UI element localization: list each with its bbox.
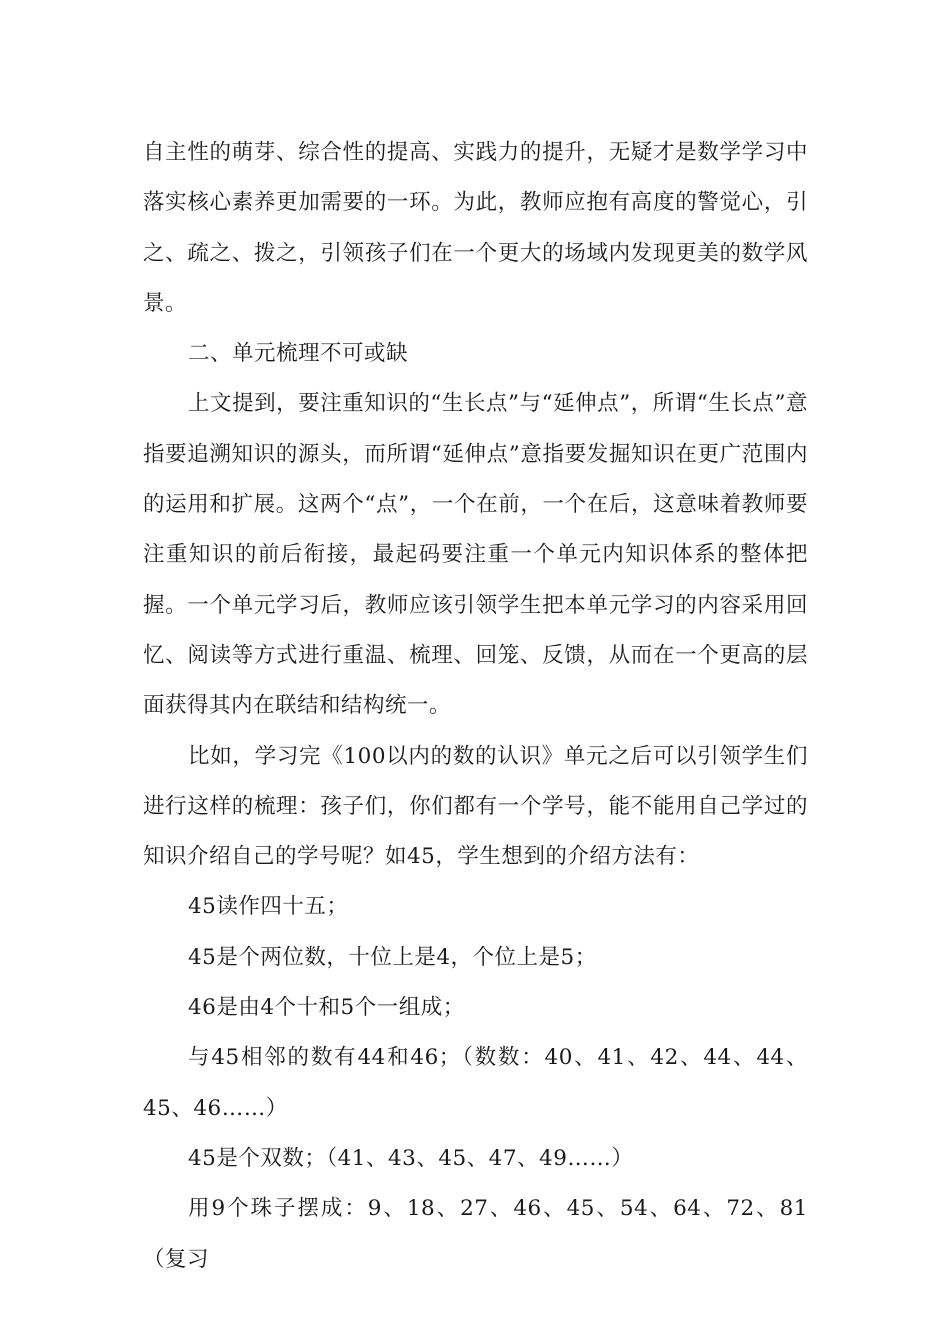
list-item: 45是个两位数，十位上是4，个位上是5； — [188, 944, 597, 970]
paragraph-intro-continuation: 自主性的萌芽、综合性的提高、实践力的提升，无疑才是数学学习中落实核心素养更加需要的一环。为此，教师应抱有高度的警觉心，引之、疏之、拨之，引领孩子们在一个更大的场域内发现更美的数学风景。 — [143, 140, 808, 316]
section-heading: 二、单元梳理不可或缺 — [188, 341, 409, 367]
paragraph-growth-points: 上文提到，要注重知识的“生长点”与“延伸点”，所谓“生长点”意指要追溯知识的源头，而所谓“延伸点”意指要发掘知识在更广范围内的运用和扩展。这两个“点”，一个在前，一个在后，这意味着教师要注重知识的前后衔接，最起码要注重一个单元内知识体系的整体把握。一个单元学习后，教师应该引领学生把本单元学习的内容采用回忆、阅读等方式进行重温、梳理、回笼、反馈，从而在一个更高的层面获得其内在联结和结构统一。 — [143, 391, 808, 719]
document-body — [143, 128, 808, 1285]
paragraph-example: 比如，学习完《100以内的数的认识》单元之后可以引领学生们进行这样的梳理：孩子们，你们都有一个学号，能不能用自己学过的知识介绍自己的学号呢？如45，学生想到的介绍方法有： — [143, 743, 808, 870]
list-item: 45读作四十五； — [188, 894, 349, 920]
list-item: 用9个珠子摆成：9、18、27、46、45、54、64、72、81（复习 — [143, 1196, 808, 1272]
list-item: 与45相邻的数有44和46；（数数：40、41、42、44、44、45、46……） — [143, 1045, 808, 1121]
list-item: 46是由4个十和5个一组成； — [188, 995, 465, 1021]
list-item: 45是个双数；（41、43、45、47、49……） — [188, 1145, 634, 1171]
